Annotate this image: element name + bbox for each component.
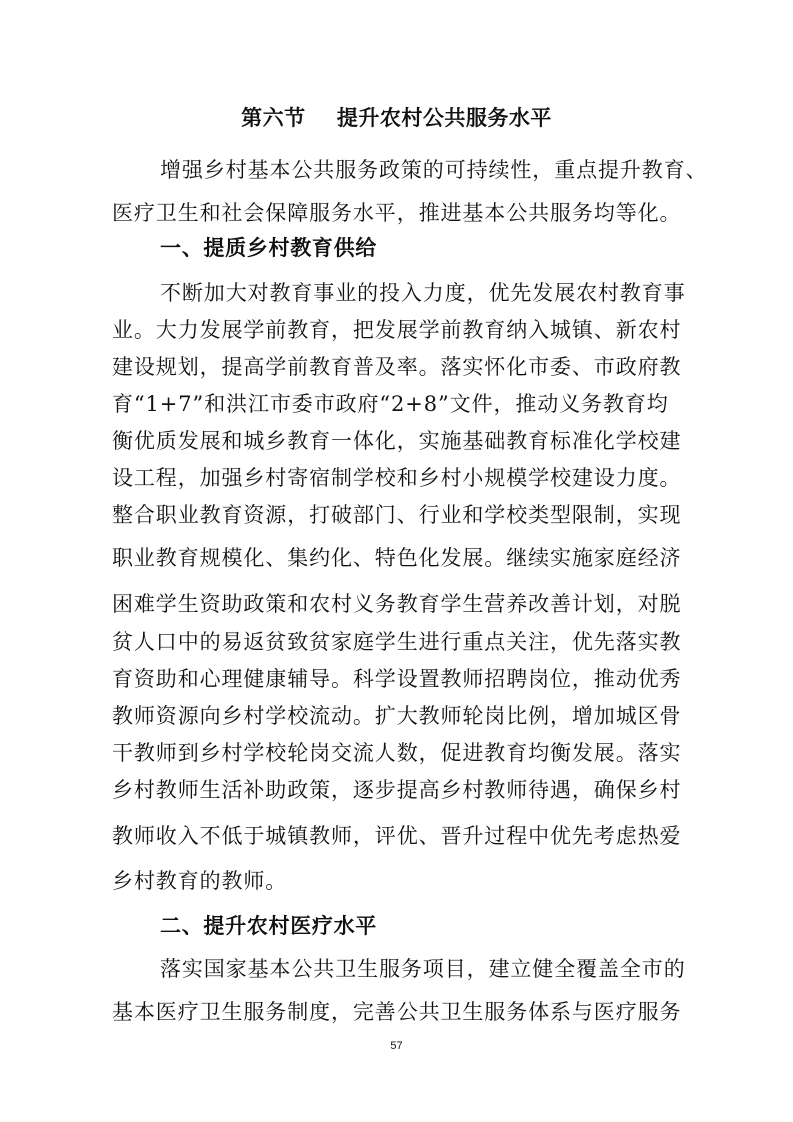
intro-line: 增强乡村基本公共服务政策的可持续性，重点提升教育、: [160, 158, 708, 182]
paragraph-line: 建设规划，提高学前教育普及率。落实怀化市委、市政府教: [112, 355, 682, 379]
section-title: 第六节 提升农村公共服务水平: [241, 105, 552, 130]
paragraph-line: 业。大力发展学前教育，把发展学前教育纳入城镇、新农村: [112, 318, 682, 342]
section-heading-education: 一、提质乡村教育供给: [160, 235, 377, 260]
paragraph-line: 教师收入不低于城镇教师，评优、晋升过程中优先考虑热爱: [112, 824, 682, 848]
paragraph-line: 设工程，加强乡村寄宿制学校和乡村小规模学校建设力度。: [112, 466, 682, 490]
paragraph-line: 乡村教师生活补助政策，逐步提高乡村教师待遇，确保乡村: [112, 778, 682, 802]
paragraph-line: 贫人口中的易返贫致贫家庭学生进行重点关注，优先落实教: [112, 630, 682, 654]
paragraph-line: 职业教育规模化、集约化、特色化发展。继续实施家庭经济: [112, 546, 682, 570]
page-number: 57: [390, 1040, 403, 1052]
paragraph-line: 整合职业教育资源，打破部门、行业和学校类型限制，实现: [112, 503, 682, 527]
paragraph-line: 乡村教育的教师。: [112, 869, 288, 893]
paragraph-line: 育资助和心理健康辅导。科学设置教师招聘岗位，推动优秀: [112, 667, 682, 691]
intro-line: 医疗卫生和社会保障服务水平，推进基本公共服务均等化。: [112, 201, 682, 225]
section-heading-medical: 二、提升农村医疗水平: [160, 913, 377, 938]
paragraph-line: 教师资源向乡村学校流动。扩大教师轮岗比例，增加城区骨: [112, 704, 682, 728]
paragraph-line: 基本医疗卫生服务制度，完善公共卫生服务体系与医疗服务: [112, 1000, 682, 1024]
paragraph-line: 困难学生资助政策和农村义务教育学生营养改善计划，对脱: [112, 592, 682, 616]
paragraph-line: 落实国家基本公共卫生服务项目，建立健全覆盖全市的: [160, 957, 686, 981]
paragraph-line: 育“1+7”和洪江市委市政府“2+8”文件，推动义务教育均: [112, 392, 669, 416]
paragraph-line: 不断加大对教育事业的投入力度，优先发展农村教育事: [160, 281, 686, 305]
paragraph-line: 衡优质发展和城乡教育一体化，实施基础教育标准化学校建: [112, 429, 682, 453]
paragraph-line: 干教师到乡村学校轮岗交流人数，促进教育均衡发展。落实: [112, 741, 682, 765]
